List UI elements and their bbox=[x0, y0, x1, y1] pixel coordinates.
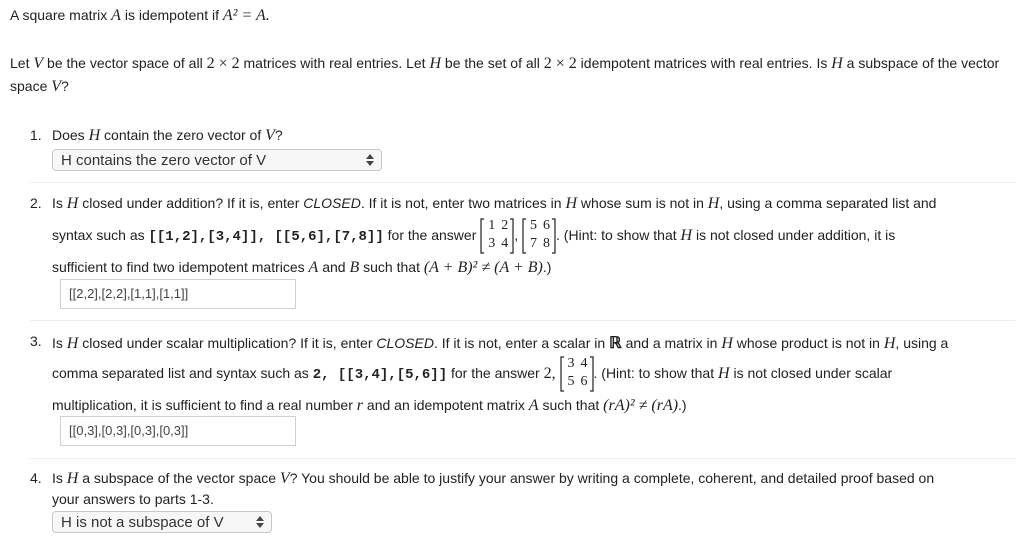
matrix-3: 3 4 5 6 bbox=[560, 356, 594, 392]
question-number: 1. bbox=[30, 127, 42, 143]
matrix-2: 5 6 7 8 bbox=[522, 218, 556, 254]
divider bbox=[30, 182, 1015, 183]
matrix-1: 1 2 3 4 bbox=[480, 218, 514, 254]
q3-answer-input[interactable]: [[0,3],[0,3],[0,3],[0,3]] bbox=[60, 416, 296, 446]
problem-prompt: Let V be the vector space of all 2 × 2 matrices with real entries. Let H be the set of all 2 × 2 idempotent matrices with real entries. Is H a subspace of the vector space V? bbox=[10, 55, 1000, 95]
q1-answer-select[interactable]: H contains the zero vector of V bbox=[52, 149, 382, 171]
definition-text: A square matrix A is idempotent if A² = A. bbox=[10, 7, 270, 24]
select-arrows-icon bbox=[256, 516, 264, 528]
divider bbox=[30, 458, 1015, 459]
question-number: 2. bbox=[30, 195, 42, 211]
q4-answer-select[interactable]: H is not a subspace of V bbox=[52, 511, 272, 533]
question-number: 4. bbox=[30, 470, 42, 486]
q2-answer-input[interactable]: [[2,2],[2,2],[1,1],[1,1]] bbox=[60, 279, 296, 309]
divider bbox=[30, 320, 1015, 321]
select-arrows-icon bbox=[366, 154, 374, 166]
question-number: 3. bbox=[30, 333, 42, 349]
